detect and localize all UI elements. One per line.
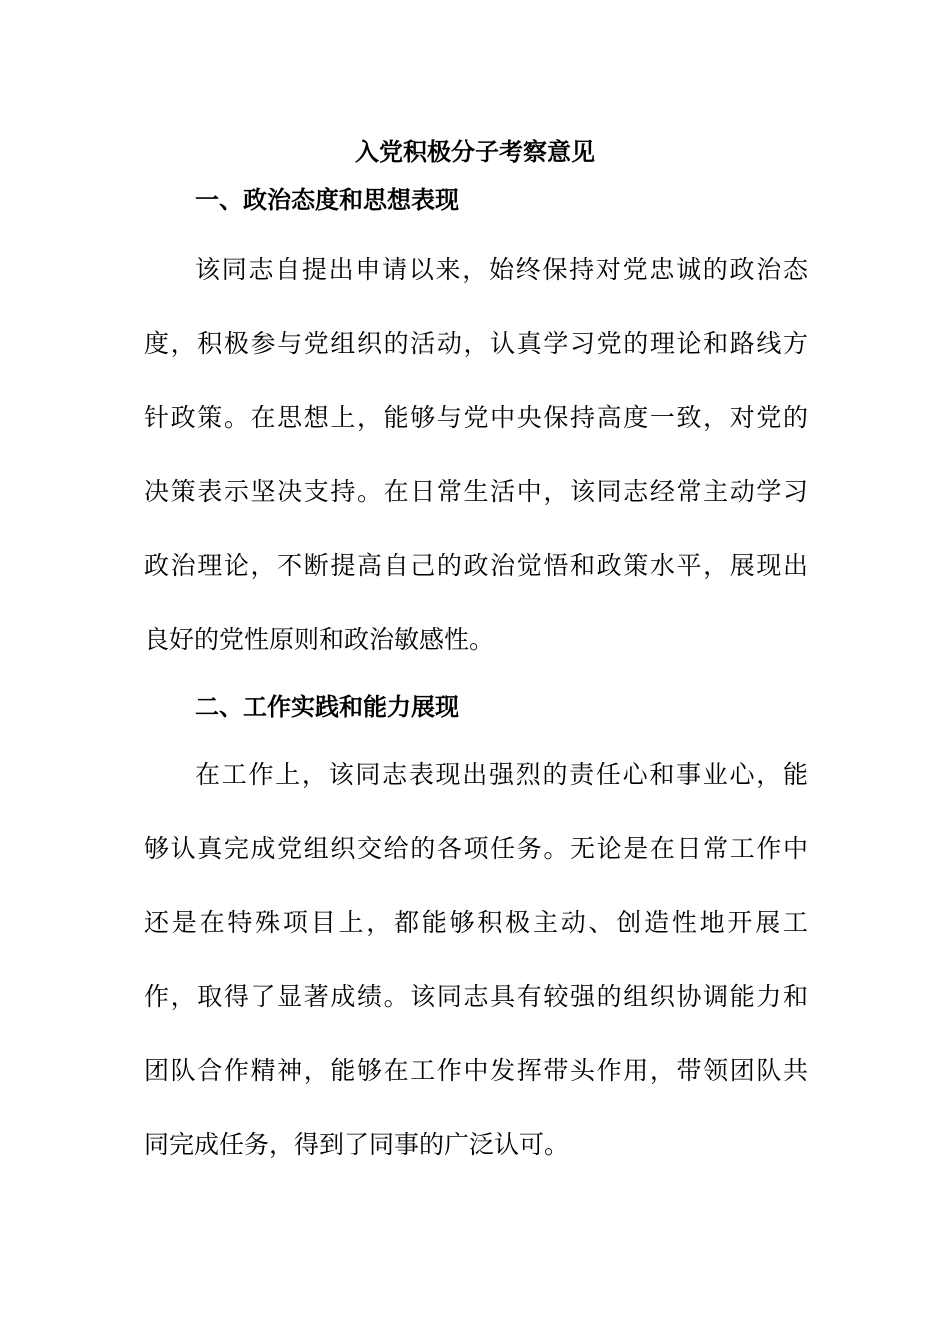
section-heading-work: 二、工作实践和能力展现 <box>195 693 459 721</box>
paragraph-line: 同完成任务，得到了同事的广泛认可。 <box>144 1130 570 1159</box>
paragraph-line: 还是在特殊项目上，都能够积极主动、创造性地开展工 <box>144 908 808 937</box>
section-paragraph-political <box>144 250 808 694</box>
paragraph-line: 在工作上，该同志表现出强烈的责任心和事业心，能 <box>195 760 808 789</box>
paragraph-line: 作，取得了显著成绩。该同志具有较强的组织协调能力和 <box>144 982 808 1011</box>
paragraph-line: 够认真完成党组织交给的各项任务。无论是在日常工作中 <box>144 834 808 863</box>
paragraph-line: 针政策。在思想上，能够与党中央保持高度一致，对党的 <box>144 403 808 432</box>
paragraph-line: 团队合作精神，能够在工作中发挥带头作用，带领团队共 <box>144 1056 808 1085</box>
paragraph-line: 政治理论，不断提高自己的政治觉悟和政策水平，展现出 <box>144 551 808 580</box>
section-heading-political: 一、政治态度和思想表现 <box>195 186 459 214</box>
paragraph-line: 良好的党性原则和政治敏感性。 <box>144 625 495 654</box>
document-title: 入党积极分子考察意见 <box>355 138 595 166</box>
paragraph-line: 度，积极参与党组织的活动，认真学习党的理论和路线方 <box>144 329 808 358</box>
paragraph-line: 决策表示坚决支持。在日常生活中，该同志经常主动学习 <box>144 477 808 506</box>
section-paragraph-work <box>144 755 808 1199</box>
paragraph-line: 该同志自提出申请以来，始终保持对党忠诚的政治态 <box>195 255 808 284</box>
